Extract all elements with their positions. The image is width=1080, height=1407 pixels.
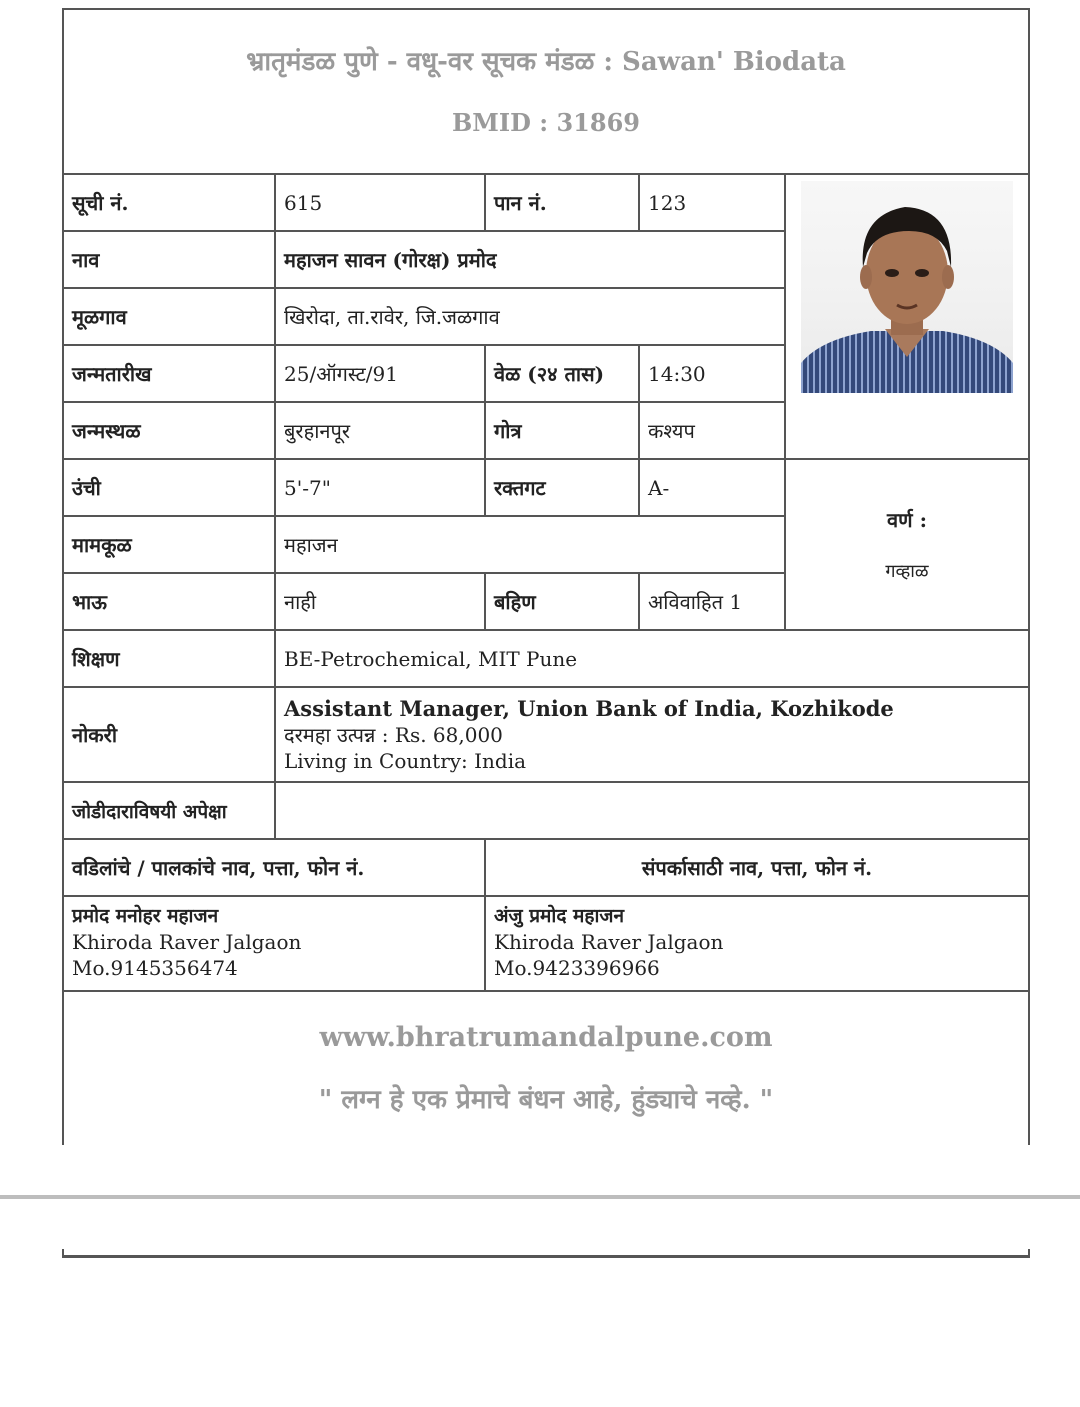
contact-address: Khiroda Raver Jalgaon	[494, 930, 724, 954]
unchi-label: उंची	[64, 459, 275, 516]
mamkul-value: महाजन	[275, 516, 785, 573]
unchi-value: 5'-7"	[275, 459, 485, 516]
contact-header: संपर्कासाठी नाव, पत्ता, फोन नं.	[485, 839, 1028, 896]
bahin-label: बहिण	[485, 573, 639, 630]
bhau-label: भाऊ	[64, 573, 275, 630]
naav-value: महाजन सावन (गोरक्ष) प्रमोद	[275, 231, 785, 288]
paan-label: पान नं.	[485, 174, 639, 231]
janmasthal-label: जन्मस्थळ	[64, 402, 275, 459]
suchi-value: 615	[275, 174, 485, 231]
parent-phone: Mo.9145356474	[72, 956, 238, 980]
biodata-table	[64, 173, 1028, 992]
moolgaav-label: मूळगाव	[64, 288, 275, 345]
photo-cell	[785, 174, 1028, 459]
next-page-stub	[62, 1249, 1030, 1258]
contact-person	[485, 896, 1028, 991]
janmatarikh-label: जन्मतारीख	[64, 345, 275, 402]
bmid-label: BMID : 31869	[452, 108, 640, 137]
paan-value: 123	[639, 174, 785, 231]
parent-contact	[64, 896, 485, 991]
parents-header: वडिलांचे / पालकांचे नाव, पत्ता, फोन नं.	[64, 839, 485, 896]
job-country: Living in Country: India	[284, 748, 527, 773]
varna-value: गव्हाळ	[885, 561, 929, 582]
parent-address: Khiroda Raver Jalgaon	[72, 930, 302, 954]
page-separator	[0, 1195, 1080, 1199]
varna-label: वर्ण :	[887, 508, 927, 532]
moolgaav-value: खिरोदा, ता.रावेर, जि.जळगाव	[275, 288, 785, 345]
shikshan-value: BE-Petrochemical, MIT Pune	[275, 630, 1028, 687]
raktagat-label: रक्तगट	[485, 459, 639, 516]
gotra-value: कश्यप	[639, 402, 785, 459]
contact-name: अंजु प्रमोद महाजन	[494, 905, 625, 927]
suchi-label: सूची नं.	[64, 174, 275, 231]
job-title: Assistant Manager, Union Bank of India, Kozhikode	[284, 695, 894, 721]
biodata-header	[64, 10, 1028, 175]
person-photo-icon	[801, 181, 1013, 393]
parent-name: प्रमोद मनोहर महाजन	[72, 905, 219, 927]
website-link[interactable]: www.bhratrumandalpune.com	[319, 1022, 773, 1053]
janmatarikh-value: 25/ऑगस्ट/91	[275, 345, 485, 402]
raktagat-value: A-	[639, 459, 785, 516]
vel-value: 14:30	[639, 345, 785, 402]
profile-photo	[801, 181, 1013, 393]
naav-label: नाव	[64, 231, 275, 288]
vel-label: वेळ (२४ तास)	[485, 345, 639, 402]
footer-quote: " लग्न हे एक प्रेमाचे बंधन आहे, हुंड्याचे नव्हे. "	[318, 1085, 774, 1115]
biodata-sheet	[62, 8, 1030, 1145]
bhau-value: नाही	[275, 573, 485, 630]
mamkul-label: मामकूळ	[64, 516, 275, 573]
job-income: दरमहा उत्पन्न : Rs. 68,000	[284, 722, 503, 747]
varna-cell	[785, 459, 1028, 630]
contact-phone: Mo.9423396966	[494, 956, 660, 980]
shikshan-label: शिक्षण	[64, 630, 275, 687]
apeksha-label: जोडीदाराविषयी अपेक्षा	[64, 782, 275, 839]
nokari-label: नोकरी	[64, 687, 275, 782]
biodata-title: भ्रातृमंडळ पुणे - वधू-वर सूचक मंडळ : Sawan' Biodata	[246, 47, 846, 77]
apeksha-value	[275, 782, 1028, 839]
janmasthal-value: बुरहानपूर	[275, 402, 485, 459]
nokari-value	[275, 687, 1028, 782]
gotra-label: गोत्र	[485, 402, 639, 459]
bahin-value: अविवाहित 1	[639, 573, 785, 630]
